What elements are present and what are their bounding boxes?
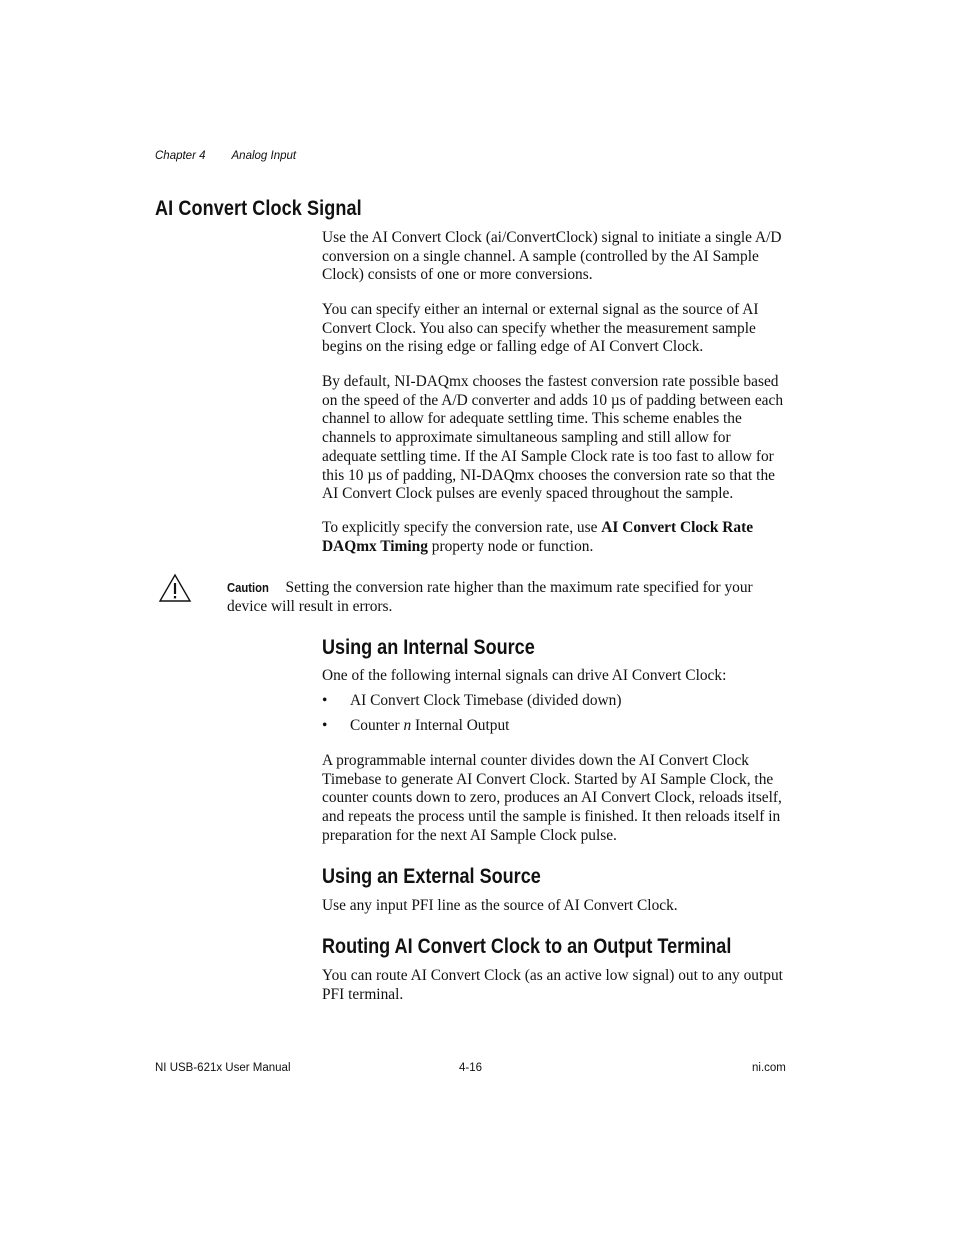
heading-external-source: Using an External Source xyxy=(322,865,541,888)
heading-internal-source: Using an Internal Source xyxy=(322,636,535,659)
list-item-italic-var: n xyxy=(403,717,412,734)
list-item xyxy=(322,692,621,711)
rate-property-name: AI Convert Clock Rate DAQmx Timing xyxy=(322,519,754,555)
intro-paragraph-3: By default, NI-DAQmx chooses the fastest conversion rate possible based on the speed of the A/D converter and adds 10 µs of padding between each channel to allow for adequate settling time. This scheme enables the channels to approximate simultaneous sampling and still allow for adequate settling time. If the AI Sample Clock rate is too fast to allow for this 10 µs of padding, NI-DAQmx chooses the conversion rate so that the AI Convert Clock pulses are evenly spaced throughout the sample. xyxy=(322,373,784,503)
list-item-text-suffix: Internal Output xyxy=(411,717,510,734)
internal-source-body: A programmable internal counter divides down the AI Convert Clock Timebase to generate AI Convert Clock. Started by AI Sample Clock, the counter counts down to zero, produces an AI Convert Clock, reloads itself, and repeats the process until the sample is finished. It then reloads itself in preparation for the next AI Sample Clock pulse. xyxy=(322,752,782,844)
caution-label: Caution xyxy=(227,581,269,595)
caution-note xyxy=(227,579,787,616)
header-chapter: Chapter 4 xyxy=(155,150,206,162)
page-title: AI Convert Clock Signal xyxy=(155,197,362,220)
caution-text: Setting the conversion rate higher than the maximum rate specified for your device will result in errors. xyxy=(227,579,753,615)
internal-source-lead: One of the following internal signals can drive AI Convert Clock: xyxy=(322,667,727,684)
rate-paragraph-suffix: property node or function. xyxy=(427,537,594,555)
heading-routing: Routing AI Convert Clock to an Output Terminal xyxy=(322,935,732,958)
bullet-marker: • xyxy=(322,717,328,734)
list-item xyxy=(322,717,509,736)
bullet-marker: • xyxy=(322,692,328,709)
external-source-body: Use any input PFI line as the source of AI Convert Clock. xyxy=(322,897,678,914)
intro-paragraph-1: Use the AI Convert Clock (ai/ConvertClock) signal to initiate a single A/D conversion on a single channel. A sample (controlled by the AI Sample Clock) consists of one or more conversions. xyxy=(322,229,782,284)
warning-triangle-icon xyxy=(158,573,192,603)
list-item-text-prefix: Counter xyxy=(350,717,404,734)
footer-manual-title: NI USB-621x User Manual xyxy=(155,1062,291,1074)
routing-body: You can route AI Convert Clock (as an active low signal) out to any output PFI terminal. xyxy=(322,967,783,1003)
list-item-text: AI Convert Clock Timebase (divided down) xyxy=(350,692,622,709)
footer-page-number: 4-16 xyxy=(459,1062,483,1074)
rate-paragraph-prefix: To explicitly specify the conversion rate, use xyxy=(322,519,602,536)
intro-paragraph-2: You can specify either an internal or external signal as the source of AI Convert Clock. You also can specify whether the measurement sample begins on the rising edge or falling edge of AI Convert Clock. xyxy=(322,301,759,356)
rate-paragraph xyxy=(322,519,788,556)
header-section: Analog Input xyxy=(231,150,297,162)
running-header xyxy=(155,150,296,162)
footer-website: ni.com xyxy=(752,1062,786,1074)
